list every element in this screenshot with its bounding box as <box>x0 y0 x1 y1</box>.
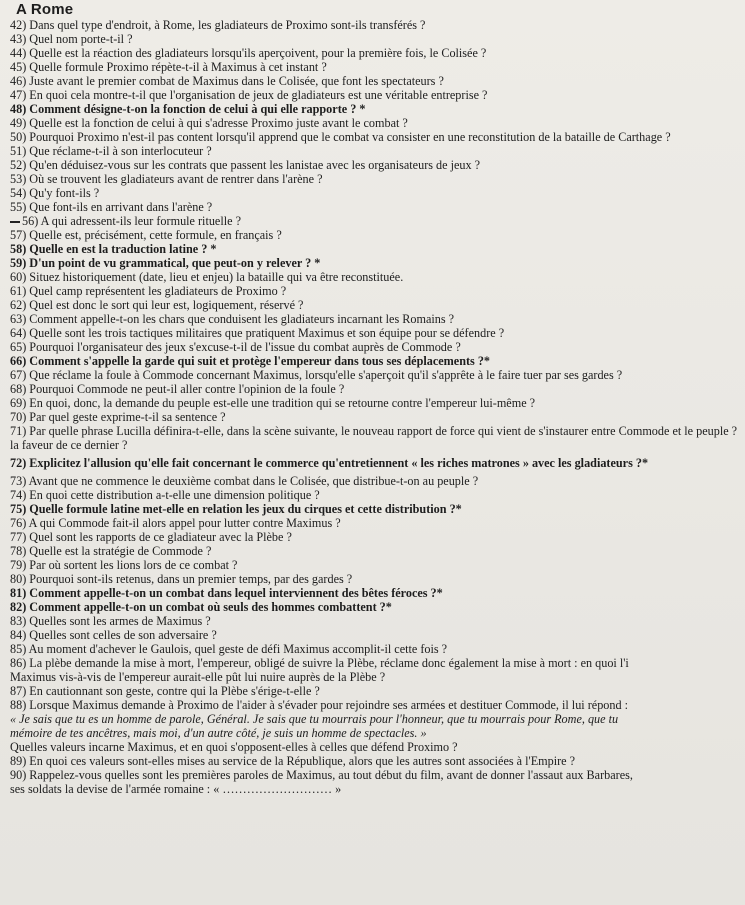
question-86: 86) La plèbe demande la mise à mort, l'empereur, obligé de suivre la Plèbe, réclame donc également la mise à mort : en quoi l'i <box>10 656 629 670</box>
quote-line-2: mémoire de tes ancêtres, mais moi, d'un autre côté, je suis un homme de spectacles. » <box>10 726 427 740</box>
question-42: 42) Dans quel type d'endroit, à Rome, les gladiateurs de Proximo sont-ils transférés ? <box>10 18 426 32</box>
question-85: 85) Au moment d'achever le Gaulois, quel geste de défi Maximus accomplit-il cette fois ? <box>10 642 448 656</box>
question-61: 61) Quel camp représentent les gladiateurs de Proximo ? <box>10 284 287 298</box>
question-74: 74) En quoi cette distribution a-t-elle une dimension politique ? <box>10 488 320 502</box>
question-55: 55) Que font-ils en arrivant dans l'arène ? <box>10 200 213 214</box>
question-87: 87) En cautionnant son geste, contre qui la Plèbe s'érige-t-elle ? <box>10 684 320 698</box>
question-54: 54) Qu'y font-ils ? <box>10 186 100 200</box>
question-47: 47) En quoi cela montre-t-il que l'organisation de jeux de gladiateurs est une véritable entreprise ? <box>10 88 488 102</box>
question-88: 88) Lorsque Maximus demande à Proximo de l'aider à s'évader pour rejoindre ses armées et destituer Commode, il lui répond : <box>10 698 628 712</box>
question-49: 49) Quelle est la fonction de celui à qui s'adresse Proximo juste avant le combat ? <box>10 116 408 130</box>
question-66: 66) Comment s'appelle la garde qui suit et protège l'empereur dans tous ses déplacements ?* <box>10 354 491 368</box>
question-48: 48) Comment désigne-t-on la fonction de celui à qui elle rapporte ? * <box>10 102 366 116</box>
question-58: 58) Quelle en est la traduction latine ? * <box>10 242 217 256</box>
question-56: 56) A qui adressent-ils leur formule rituelle ? <box>10 214 739 228</box>
question-65: 65) Pourquoi l'organisateur des jeux s'excuse-t-il de l'issue du combat auprès de Commode ? <box>10 340 461 354</box>
question-89: 89) En quoi ces valeurs sont-elles mises au service de la République, alors que les autres sont associées à l'Empire ? <box>10 754 576 768</box>
dash-marker-icon <box>10 221 20 223</box>
question-68: 68) Pourquoi Commode ne peut-il aller contre l'opinion de la foule ? <box>10 382 345 396</box>
question-57: 57) Quelle est, précisément, cette formule, en français ? <box>10 228 282 242</box>
question-67: 67) Que réclame la foule à Commode concernant Maximus, lorsqu'elle s'aperçoit qu'il s'apprête à le faire tuer par ses gardes ? <box>10 368 623 382</box>
section-title: A Rome <box>16 1 74 18</box>
question-63: 63) Comment appelle-t-on les chars que conduisent les gladiateurs incarnant les Romains ? <box>10 312 455 326</box>
question-60: 60) Situez historiquement (date, lieu et enjeu) la bataille qui va être reconstituée. <box>10 270 404 284</box>
question-72: 72) Explicitez l'allusion qu'elle fait concernant le commerce qu'entretiennent « les riches matrones » avec les gladiateurs ?* <box>10 456 649 470</box>
question-44: 44) Quelle est la réaction des gladiateurs lorsqu'ils aperçoivent, pour la première fois, le Colisée ? <box>10 46 487 60</box>
question-70: 70) Par quel geste exprime-t-il sa sentence ? <box>10 410 226 424</box>
question-83: 83) Quelles sont les armes de Maximus ? <box>10 614 211 628</box>
question-71-continued: la faveur de ce dernier ? <box>10 438 128 452</box>
question-62: 62) Quel est donc le sort qui leur est, logiquement, réservé ? <box>10 298 304 312</box>
question-90-continued: ses soldats la devise de l'armée romaine : « ……………………… » <box>10 782 342 796</box>
question-73: 73) Avant que ne commence le deuxième combat dans le Colisée, que distribue-t-on au peuple ? <box>10 474 479 488</box>
question-75: 75) Quelle formule latine met-elle en relation les jeux du cirques et cette distribution ?* <box>10 502 462 516</box>
question-90: 90) Rappelez-vous quelles sont les premières paroles de Maximus, au tout début du film, avant de donner l'assaut aux Barbares, <box>10 768 633 782</box>
question-45: 45) Quelle formule Proximo répète-t-il à Maximus à cet instant ? <box>10 60 327 74</box>
question-80: 80) Pourquoi sont-ils retenus, dans un premier temps, par des gardes ? <box>10 572 353 586</box>
question-76: 76) A qui Commode fait-il alors appel pour lutter contre Maximus ? <box>10 516 341 530</box>
question-81: 81) Comment appelle-t-on un combat dans lequel interviennent des bêtes féroces ?* <box>10 586 443 600</box>
question-77: 77) Quel sont les rapports de ce gladiateur avec la Plèbe ? <box>10 530 292 544</box>
quote-line-1: « Je sais que tu es un homme de parole, Général. Je sais que tu mourrais pour l'honneur, que tu mourrais pour Rome, que tu <box>10 712 619 726</box>
question-43: 43) Quel nom porte-t-il ? <box>10 32 133 46</box>
question-78: 78) Quelle est la stratégie de Commode ? <box>10 544 212 558</box>
question-82: 82) Comment appelle-t-on un combat où seuls des hommes combattent ?* <box>10 600 392 614</box>
question-79: 79) Par où sortent les lions lors de ce combat ? <box>10 558 238 572</box>
question-46: 46) Juste avant le premier combat de Maximus dans le Colisée, que font les spectateurs ? <box>10 74 444 88</box>
question-84: 84) Quelles sont celles de son adversaire ? <box>10 628 217 642</box>
question-64: 64) Quelle sont les trois tactiques militaires que pratiquent Maximus et son équipe pour se défendre ? <box>10 326 505 340</box>
question-71: 71) Par quelle phrase Lucilla définira-t-elle, dans la scène suivante, le nouveau rapport de force qui vient de s'instaurer entre Commode et le peuple ? <box>10 424 738 438</box>
question-53: 53) Où se trouvent les gladiateurs avant de rentrer dans l'arène ? <box>10 172 323 186</box>
question-52: 52) Qu'en déduisez-vous sur les contrats que passent les lanistae avec les organisateurs de jeux ? <box>10 158 481 172</box>
question-59: 59) D'un point de vu grammatical, que peut-on y relever ? * <box>10 256 321 270</box>
question-88-continued: Quelles valeurs incarne Maximus, et en quoi s'opposent-elles à celles que défend Proximo ? <box>10 740 458 754</box>
question-86-continued: Maximus vis-à-vis de l'empereur aurait-elle pût lui nuire auprès de la Plèbe ? <box>10 670 386 684</box>
question-50: 50) Pourquoi Proximo n'est-il pas content lorsqu'il apprend que le combat va consister en une reconstitution de la bataille de Carthage ? <box>10 130 671 144</box>
question-69: 69) En quoi, donc, la demande du peuple est-elle une tradition qui se retourne contre l'empereur lui-même ? <box>10 396 536 410</box>
question-51: 51) Que réclame-t-il à son interlocuteur ? <box>10 144 212 158</box>
